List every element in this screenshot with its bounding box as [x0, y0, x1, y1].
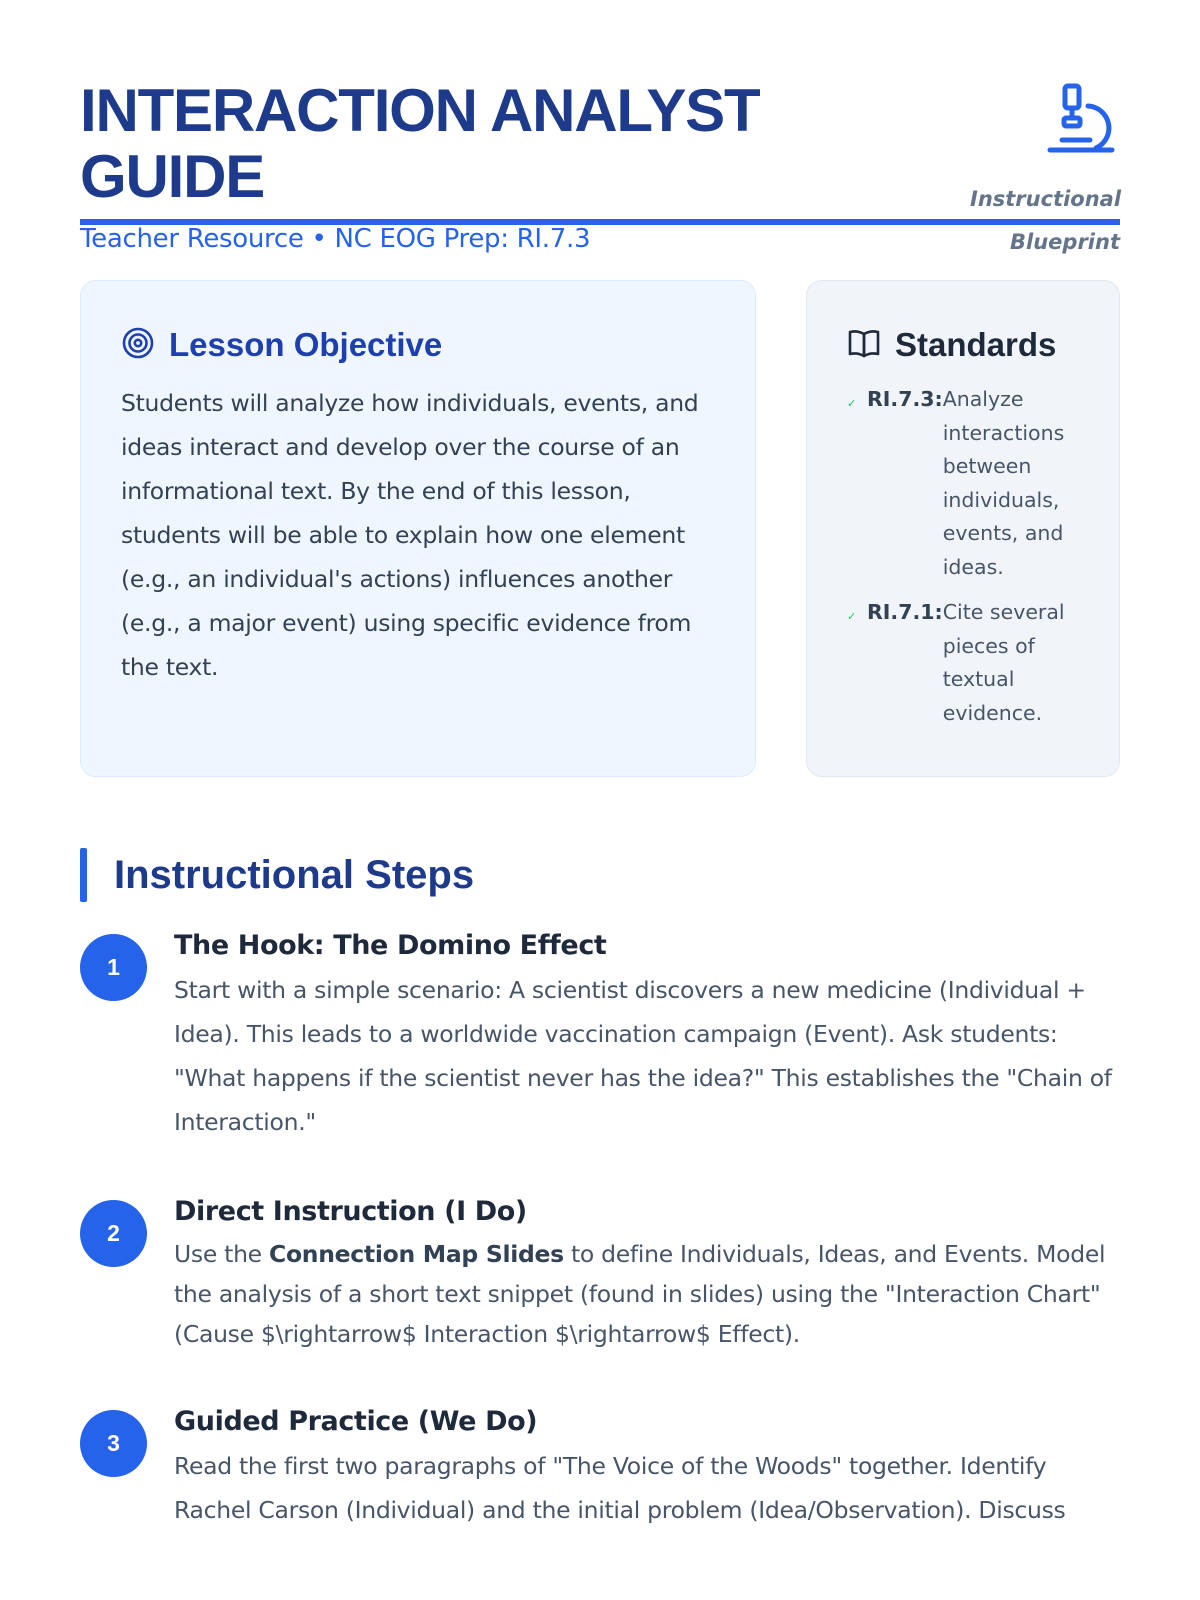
step-item [80, 926, 1120, 1144]
step-text: Read the first two paragraphs of "The Voice of the Woods" together. Identify Rachel Carson (Individual) and the initial problem (Idea/Observation). Discuss [174, 1452, 1066, 1524]
info-cards [80, 280, 1120, 780]
objective-title: Lesson Objective [169, 326, 443, 363]
step-text-rest: to define Individuals, Ideas, and Events. Model the analysis of a short text snippet (found in slides) using the "Interaction Chart" (Cause $\rightarrow$ Interaction $\rightarrow$ Effect). [174, 1240, 1106, 1348]
standard-description: Analyze interactions between individuals, events, and ideas. [942, 387, 1065, 579]
steps-header [80, 848, 1120, 902]
step-item [80, 1192, 1120, 1354]
step-number-badge: 2 [80, 1200, 147, 1267]
standards-list [847, 383, 1079, 730]
section-accent-bar [80, 848, 87, 902]
step-title: Direct Instruction (I Do) [174, 1196, 527, 1227]
steps-list [80, 926, 1120, 1532]
standards-header [847, 321, 1079, 369]
step-number-badge: 3 [80, 1410, 147, 1477]
step-title: Guided Practice (We Do) [174, 1406, 538, 1437]
standard-description: Cite several pieces of textual evidence. [942, 600, 1065, 725]
target-icon [121, 326, 155, 365]
step-number-badge: 1 [80, 934, 147, 1001]
step-text [174, 1234, 1120, 1354]
microscope-icon [970, 82, 1120, 156]
step-text-lead: Use the [174, 1240, 270, 1268]
page-subtitle: Teacher Resource • NC EOG Prep: RI.7.3 [80, 224, 591, 254]
instructional-steps [80, 848, 1120, 1532]
standard-item [847, 383, 1079, 584]
standard-code: RI.7.1: [867, 600, 943, 624]
check-icon: ✓ [847, 397, 857, 410]
blueprint-badge [970, 82, 1120, 264]
objective-text: Students will analyze how individuals, events, and ideas interact and develop over the course of an informational text. By the end of this lesson, students will be able to explain how one element (e.g., an individual's actions) influences another (e.g., a major event) using specific evidence from the text. [121, 389, 699, 681]
step-item [80, 1402, 1120, 1532]
steps-title: Instructional Steps [114, 852, 475, 897]
badge-label: Instructional Blueprint [970, 187, 1122, 254]
step-text: Start with a simple scenario: A scientist discovers a new medicine (Individual + Idea). This leads to a worldwide vaccination campaign (Event). Ask students: "What happens if the scientist never has the idea?" This establishes the "Chain of Interaction." [174, 976, 1112, 1136]
step-title: The Hook: The Domino Effect [174, 930, 607, 961]
standard-code: RI.7.3: [867, 387, 943, 411]
step-text-highlight: Connection Map Slides [269, 1240, 564, 1268]
page-header [80, 0, 1122, 254]
objective-card [80, 280, 756, 777]
page-title: INTERACTION ANALYST GUIDE [80, 77, 760, 210]
standard-item [847, 596, 1079, 730]
standards-card [806, 280, 1120, 777]
open-book-icon [847, 327, 881, 364]
check-icon: ✓ [847, 610, 857, 623]
standards-title: Standards [895, 326, 1057, 363]
objective-header [121, 321, 715, 369]
